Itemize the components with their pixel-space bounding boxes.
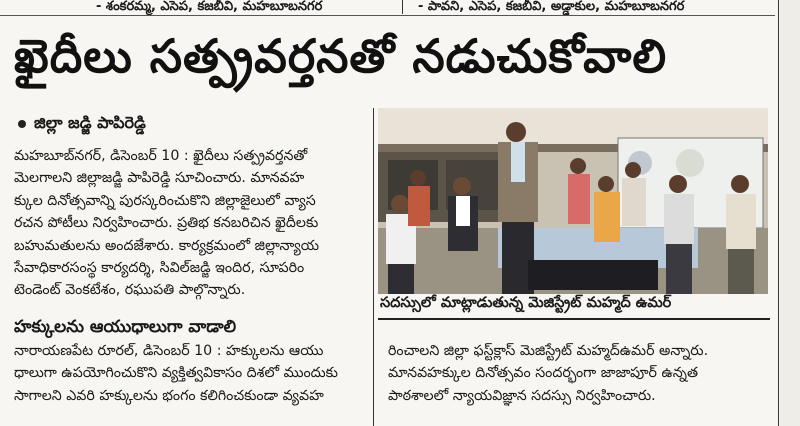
- headline: ఖైదీలు సత్ప్రవర్తనతో నడుచుకోవాలి: [14, 29, 668, 83]
- top-credit-left: - శంకరమ్మ, ఎసెప, కజబీవి, మహబూబనగర: [96, 0, 323, 14]
- adjacent-column-edge: [780, 0, 800, 426]
- article-line: క్కుల దినోత్సవాన్ని పురస్కరించుకొని జిల్లాజైలులో వ్యాస: [14, 192, 316, 209]
- article-line: సేవాధికారసంస్థ కార్యదర్శి, సివిల్‌జడ్జి ఇందిర, సూపరిం: [14, 260, 305, 277]
- article-line: పాఠశాలలో న్యాయవిజ్ఞాన సదస్సు నిర్వహించారు.: [388, 387, 656, 404]
- article-line: రించాలని జిల్లా ఫస్ట్‌క్లాస్ మెజిస్ట్రేట్ మహ్మద్‌ఉమర్ అన్నారు.: [388, 343, 709, 359]
- article-line: రచన పోటీలు నిర్వహించారు. ప్రతిభ కనబరిచిన ఖైదీలకు: [14, 215, 319, 232]
- article-body-1: [14, 145, 362, 302]
- article-line: నారాయణపేట రూరల్, డిసెంబర్ 10 : హక్కులను ఆయు: [14, 343, 324, 359]
- article-line: సాగాలని ఎవరి హక్కులను భంగం కలిగించకుండా వ్యవహ: [14, 387, 324, 404]
- article-line: మెలగాలని జిల్లాజడ్జి పాపిరెడ్డి సూచించారు. మానవహ: [14, 170, 305, 187]
- article-body-2-right: [388, 340, 773, 407]
- news-photo: [378, 108, 768, 294]
- article-line: ధాలుగా ఉపయోగించుకొని వ్యక్తిత్వవికాసం దిశలో ముందుకు: [14, 365, 338, 382]
- photo-illustration: [378, 108, 768, 294]
- bullet-icon: [18, 120, 26, 128]
- photo-caption: సదస్సులో మాట్లాడుతున్న మెజిస్ట్రేట్ మహ్మద్ ఉమర్: [380, 295, 672, 311]
- article-body-2-left: [14, 340, 362, 407]
- caption-rule: [378, 318, 770, 320]
- article-line: మహబూబ్‌నగర్, డిసెంబర్ 10 : ఖైదీలు సత్ప్రవర్తనతో: [14, 148, 308, 164]
- article-line: టెండెంట్ వెంకటేశం, రఘుపతి పాల్గొన్నారు.: [14, 282, 246, 299]
- column-divider-top: [402, 0, 403, 14]
- top-rule: [0, 15, 775, 16]
- article-line: మానవహక్కుల దినోత్సవం సందర్భంగా జాజాపూర్ ఉన్నత: [388, 365, 699, 382]
- top-credit-right: - పావని, ఎసెప, కజబీవి, అడ్డాకుల, మహబూబనగర: [418, 0, 685, 14]
- subheadline: హక్కులను ఆయుధాలుగా వాడాలి: [14, 317, 237, 337]
- byline-text: జిల్లా జడ్జి పాపిరెడ్డి: [34, 113, 146, 132]
- page-edge-rule: [778, 0, 779, 426]
- column-divider: [373, 108, 374, 426]
- article-line: బహుమతులను అందజేశారు. కార్యక్రమంలో జిల్లాన్యాయ: [14, 237, 319, 254]
- byline: [18, 113, 146, 136]
